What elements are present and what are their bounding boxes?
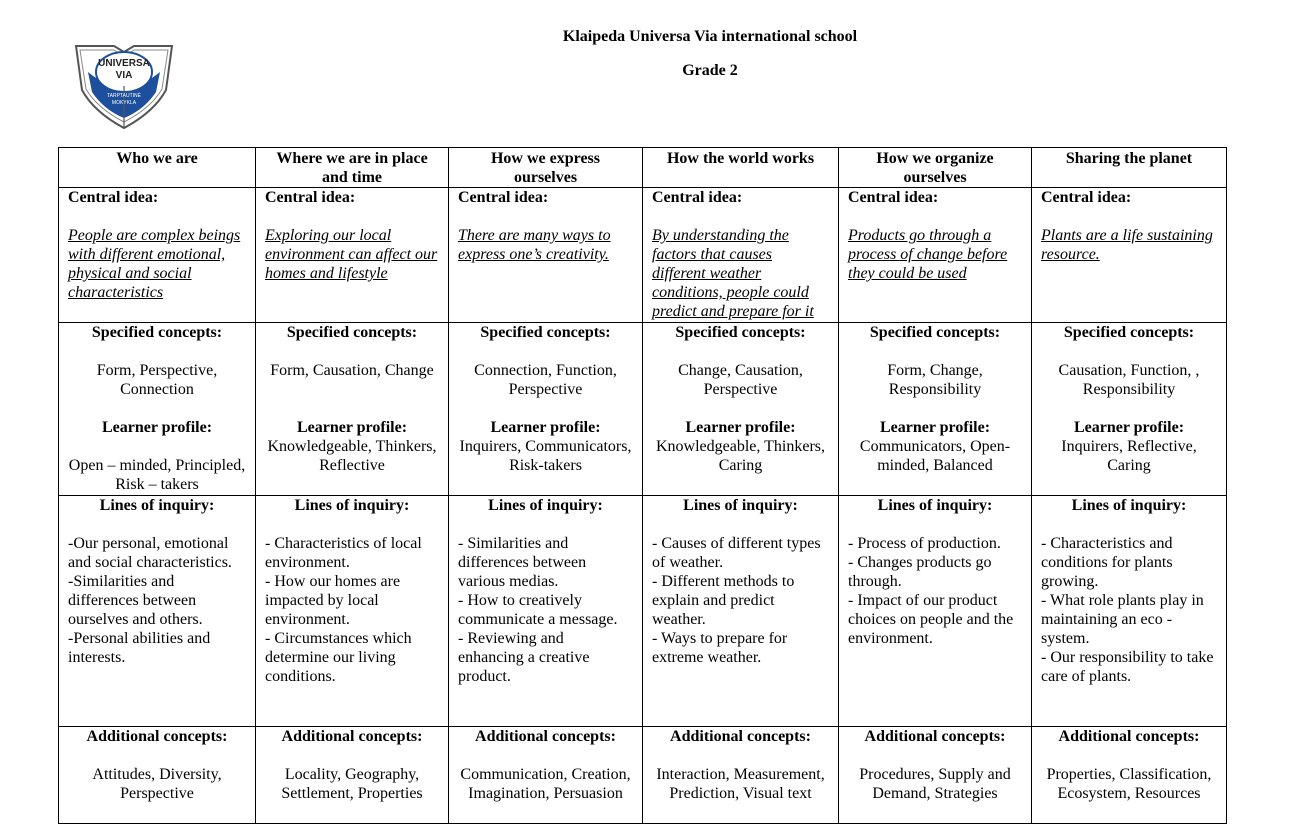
central-idea-text: Exploring our local environment can affect our homes and lifestyle — [265, 227, 438, 282]
logo-text-mid: VIA — [115, 70, 133, 81]
specified-label: Specified concepts: — [480, 324, 611, 341]
lines-text: - Process of production. - Changes products go through. - Impact of our product choices on people and the environment. — [848, 535, 1014, 647]
specified-text: Form, Perspective, Connection — [96, 362, 218, 398]
specified-label: Specified concepts: — [1063, 324, 1195, 341]
theme-where-we-are: Where we are in place and time — [256, 148, 449, 188]
additional-cell — [1032, 727, 1227, 824]
lines-text: - Causes of different types of weather. - Different methods to explain and predict weather. - Ways to prepare for extreme weather. — [652, 535, 821, 666]
lines-cell — [449, 496, 643, 727]
concepts-cell — [839, 323, 1032, 496]
additional-text: Attitudes, Diversity, Perspective — [92, 766, 222, 802]
specified-label: Specified concepts: — [869, 324, 1001, 341]
grade-title: Grade 2 — [682, 62, 738, 79]
lines-text: - Characteristics of local environment. - How our homes are impacted by local environment. - Circumstances which determine our living conditions. — [265, 535, 422, 685]
concepts-row — [59, 323, 1227, 496]
lines-text: -Our personal, emotional and social characteristics. -Similarities and differences between ourselves and others. -Personal abilities and interests. — [68, 535, 232, 666]
additional-label: Additional concepts: — [475, 728, 616, 745]
school-name: Klaipeda Universa Via international school — [562, 28, 858, 45]
lines-label: Lines of inquiry: — [877, 497, 993, 514]
specified-text: Causation, Function, , Responsibility — [1058, 362, 1200, 398]
additional-text: Communication, Creation, Imagination, Persuasion — [460, 766, 631, 802]
lines-text: - Characteristics and conditions for plants growing. - What role plants play in maintaining an eco -system. - Our responsibility to take care of plants. — [1041, 535, 1214, 685]
central-label: Central idea: — [848, 189, 939, 206]
central-cell — [59, 188, 256, 323]
theme-sharing-planet: Sharing the planet — [1032, 148, 1227, 188]
theme-how-we-organize: How we organize ourselves — [839, 148, 1032, 188]
additional-cell — [449, 727, 643, 824]
lines-cell — [256, 496, 449, 727]
additional-text: Procedures, Supply and Demand, Strategies — [859, 766, 1011, 802]
central-idea-text: Products go through a process of change before they could be used — [848, 227, 1008, 282]
central-idea-text: There are many ways to express one’s creativity. — [458, 227, 611, 263]
specified-text: Change, Causation, Perspective — [678, 362, 803, 398]
additional-label: Additional concepts: — [670, 728, 811, 745]
learner-text: Knowledgeable, Thinkers, Caring — [656, 438, 825, 474]
central-label: Central idea: — [458, 189, 549, 206]
learner-text: Communicators, Open-minded, Balanced — [859, 438, 1011, 474]
additional-label: Additional concepts: — [864, 728, 1006, 745]
learner-label: Learner profile: — [490, 419, 601, 436]
additional-concepts-row — [59, 727, 1227, 824]
additional-text: Properties, Classification, Ecosystem, Resources — [1046, 766, 1212, 802]
specified-text: Connection, Function, Perspective — [474, 362, 617, 398]
additional-label: Additional concepts: — [1058, 728, 1200, 745]
learner-text: Inquirers, Reflective, Caring — [1061, 438, 1197, 474]
lines-cell — [839, 496, 1032, 727]
lines-cell — [1032, 496, 1227, 727]
logo-text-bottom2: MOKYKLA — [111, 100, 137, 106]
lines-label: Lines of inquiry: — [294, 497, 410, 514]
specified-text: Form, Change, Responsibility — [887, 362, 983, 398]
learner-label: Learner profile: — [296, 419, 408, 436]
central-idea-text: People are complex beings with different emotional, physical and social characteristics — [68, 227, 241, 301]
specified-text: Form, Causation, Change — [270, 362, 434, 379]
central-cell — [643, 188, 839, 323]
learner-label: Learner profile: — [1073, 419, 1185, 436]
lines-text: - Similarities and differences between various medias. - How to creatively communicate a message. - Reviewing and enhancing a creative product. — [458, 535, 618, 685]
theme-who-we-are: Who we are — [59, 148, 256, 188]
additional-label: Additional concepts: — [281, 728, 423, 745]
learner-label: Learner profile: — [879, 419, 991, 436]
central-idea-row — [59, 188, 1227, 323]
additional-text: Interaction, Measurement, Prediction, Visual text — [656, 766, 825, 802]
lines-label: Lines of inquiry: — [99, 497, 215, 514]
theme-how-world-works: How the world works — [643, 148, 839, 188]
central-cell — [449, 188, 643, 323]
central-cell — [1032, 188, 1227, 323]
specified-label: Specified concepts: — [286, 324, 418, 341]
lines-of-inquiry-row — [59, 496, 1227, 727]
additional-cell — [839, 727, 1032, 824]
learner-label: Learner profile: — [685, 419, 796, 436]
theme-how-we-express: How we express ourselves — [449, 148, 643, 188]
concepts-cell — [449, 323, 643, 496]
additional-label: Additional concepts: — [86, 728, 228, 745]
specified-label: Specified concepts: — [675, 324, 806, 341]
theme-row — [59, 148, 1227, 188]
central-cell — [839, 188, 1032, 323]
lines-cell — [643, 496, 839, 727]
additional-cell — [256, 727, 449, 824]
concepts-cell — [256, 323, 449, 496]
central-cell — [256, 188, 449, 323]
learner-text: Open – minded, Principled, Risk – takers — [68, 457, 246, 493]
central-idea-text: Plants are a life sustaining resource. — [1041, 227, 1213, 263]
school-logo — [74, 42, 174, 130]
central-label: Central idea: — [68, 189, 159, 206]
central-label: Central idea: — [652, 189, 743, 206]
central-label: Central idea: — [1041, 189, 1132, 206]
additional-text: Locality, Geography, Settlement, Properties — [281, 766, 423, 802]
lines-label: Lines of inquiry: — [488, 497, 603, 514]
central-label: Central idea: — [265, 189, 356, 206]
lines-cell — [59, 496, 256, 727]
logo-text-top: UNIVERSA — [98, 58, 150, 69]
additional-cell — [59, 727, 256, 824]
learner-label: Learner profile: — [101, 419, 213, 436]
units-table — [58, 147, 1227, 824]
specified-label: Specified concepts: — [91, 324, 223, 341]
concepts-cell — [59, 323, 256, 496]
learner-text: Knowledgeable, Thinkers, Reflective — [267, 438, 437, 474]
additional-cell — [643, 727, 839, 824]
logo-text-bottom1: TARPTAUTINĖ — [107, 93, 141, 99]
lines-label: Lines of inquiry: — [683, 497, 798, 514]
learner-text: Inquirers, Communicators, Risk-takers — [459, 438, 632, 474]
central-idea-text: By understanding the factors that causes different weather conditions, people could predict and prepare for it — [652, 227, 814, 320]
concepts-cell — [1032, 323, 1227, 496]
concepts-cell — [643, 323, 839, 496]
lines-label: Lines of inquiry: — [1071, 497, 1187, 514]
